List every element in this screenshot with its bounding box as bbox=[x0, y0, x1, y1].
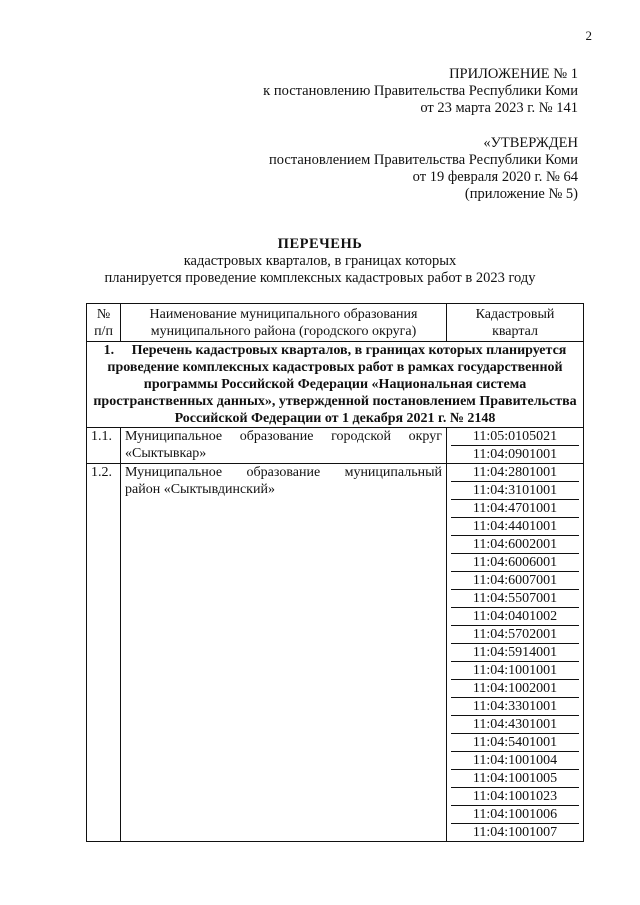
header-name: Наименование муниципального образования муниципального района (городского округа) bbox=[121, 304, 447, 342]
cadastral-code: 11:04:5702001 bbox=[451, 626, 579, 644]
cadastral-code: 11:04:3101001 bbox=[451, 482, 579, 500]
cadastral-code: 11:04:1001006 bbox=[451, 806, 579, 824]
document-title: ПЕРЕЧЕНЬ bbox=[277, 236, 363, 252]
cadastral-code: 11:04:5914001 bbox=[451, 644, 579, 662]
table-row bbox=[87, 428, 584, 464]
cadastral-table bbox=[86, 303, 584, 842]
cadastral-code: 11:04:4701001 bbox=[451, 500, 579, 518]
appendix-decree: к постановлению Правительства Республики Коми bbox=[263, 83, 578, 99]
appendix-title: ПРИЛОЖЕНИЕ № 1 bbox=[449, 66, 578, 82]
cadastral-code: 11:04:6002001 bbox=[451, 536, 579, 554]
municipality-line1: Муниципальное образование городской округ bbox=[125, 429, 442, 444]
row-number: 1.1. bbox=[87, 428, 121, 464]
header-num: № п/п bbox=[87, 304, 121, 342]
section-row bbox=[87, 342, 584, 428]
header-code: Кадастровый квартал bbox=[447, 304, 584, 342]
row-codes bbox=[447, 428, 584, 464]
cadastral-code: 11:04:0401002 bbox=[451, 608, 579, 626]
cadastral-code: 11:04:1001005 bbox=[451, 770, 579, 788]
cadastral-code: 11:04:4301001 bbox=[451, 716, 579, 734]
approved-decree: постановлением Правительства Республики Коми bbox=[269, 152, 578, 168]
cadastral-code: 11:04:5507001 bbox=[451, 590, 579, 608]
section-text: Перечень кадастровых кварталов, в границах которых планируется проведение комплексных кадастровых работ в рамках государственной программы Российской Федерации «Национальная система пространственных данных», утвержденной постановлением Правительства Российской Федерации от 1 декабря 2021 г. № 2148 bbox=[93, 343, 577, 426]
table-row bbox=[87, 464, 584, 842]
cadastral-code: 11:04:0901001 bbox=[472, 447, 558, 462]
document-heading bbox=[0, 236, 640, 287]
row-number: 1.2. bbox=[87, 464, 121, 842]
appendix-block bbox=[218, 66, 578, 117]
municipality-line1: Муниципальное образование муниципальный bbox=[125, 465, 442, 480]
document-subtitle-line1: кадастровых кварталов, в границах которых bbox=[183, 253, 457, 269]
cadastral-code: 11:04:1001004 bbox=[451, 752, 579, 770]
cadastral-code: 11:04:3301001 bbox=[451, 698, 579, 716]
section-number: 1. bbox=[103, 343, 115, 358]
section-cell bbox=[87, 342, 584, 428]
cadastral-code: 11:04:1001023 bbox=[451, 788, 579, 806]
cadastral-code: 11:05:0105021 bbox=[451, 428, 579, 446]
cadastral-code: 11:04:5401001 bbox=[451, 734, 579, 752]
cadastral-code: 11:04:1001001 bbox=[451, 662, 579, 680]
row-municipality bbox=[121, 428, 447, 464]
cadastral-code: 11:04:1002001 bbox=[451, 680, 579, 698]
cadastral-code: 11:04:4401001 bbox=[451, 518, 579, 536]
table-header-row bbox=[87, 304, 584, 342]
municipality-line2: «Сыктывкар» bbox=[125, 446, 207, 461]
appendix-date: от 23 марта 2023 г. № 141 bbox=[420, 100, 578, 116]
approved-annex: (приложение № 5) bbox=[464, 186, 578, 202]
cadastral-code: 11:04:6006001 bbox=[451, 554, 579, 572]
row-municipality bbox=[121, 464, 447, 842]
row-codes bbox=[447, 464, 584, 842]
approved-date: от 19 февраля 2020 г. № 64 bbox=[412, 169, 578, 185]
municipality-line2: район «Сыктывдинский» bbox=[125, 482, 275, 497]
approved-title: «УТВЕРЖДЕН bbox=[483, 135, 578, 151]
page-number: 2 bbox=[585, 28, 592, 43]
cadastral-code: 11:04:1001007 bbox=[472, 825, 558, 840]
cadastral-code: 11:04:6007001 bbox=[451, 572, 579, 590]
approved-block bbox=[218, 135, 578, 203]
document-subtitle-line2: планируется проведение комплексных кадастровых работ в 2023 году bbox=[104, 270, 536, 286]
cadastral-code: 11:04:2801001 bbox=[451, 464, 579, 482]
